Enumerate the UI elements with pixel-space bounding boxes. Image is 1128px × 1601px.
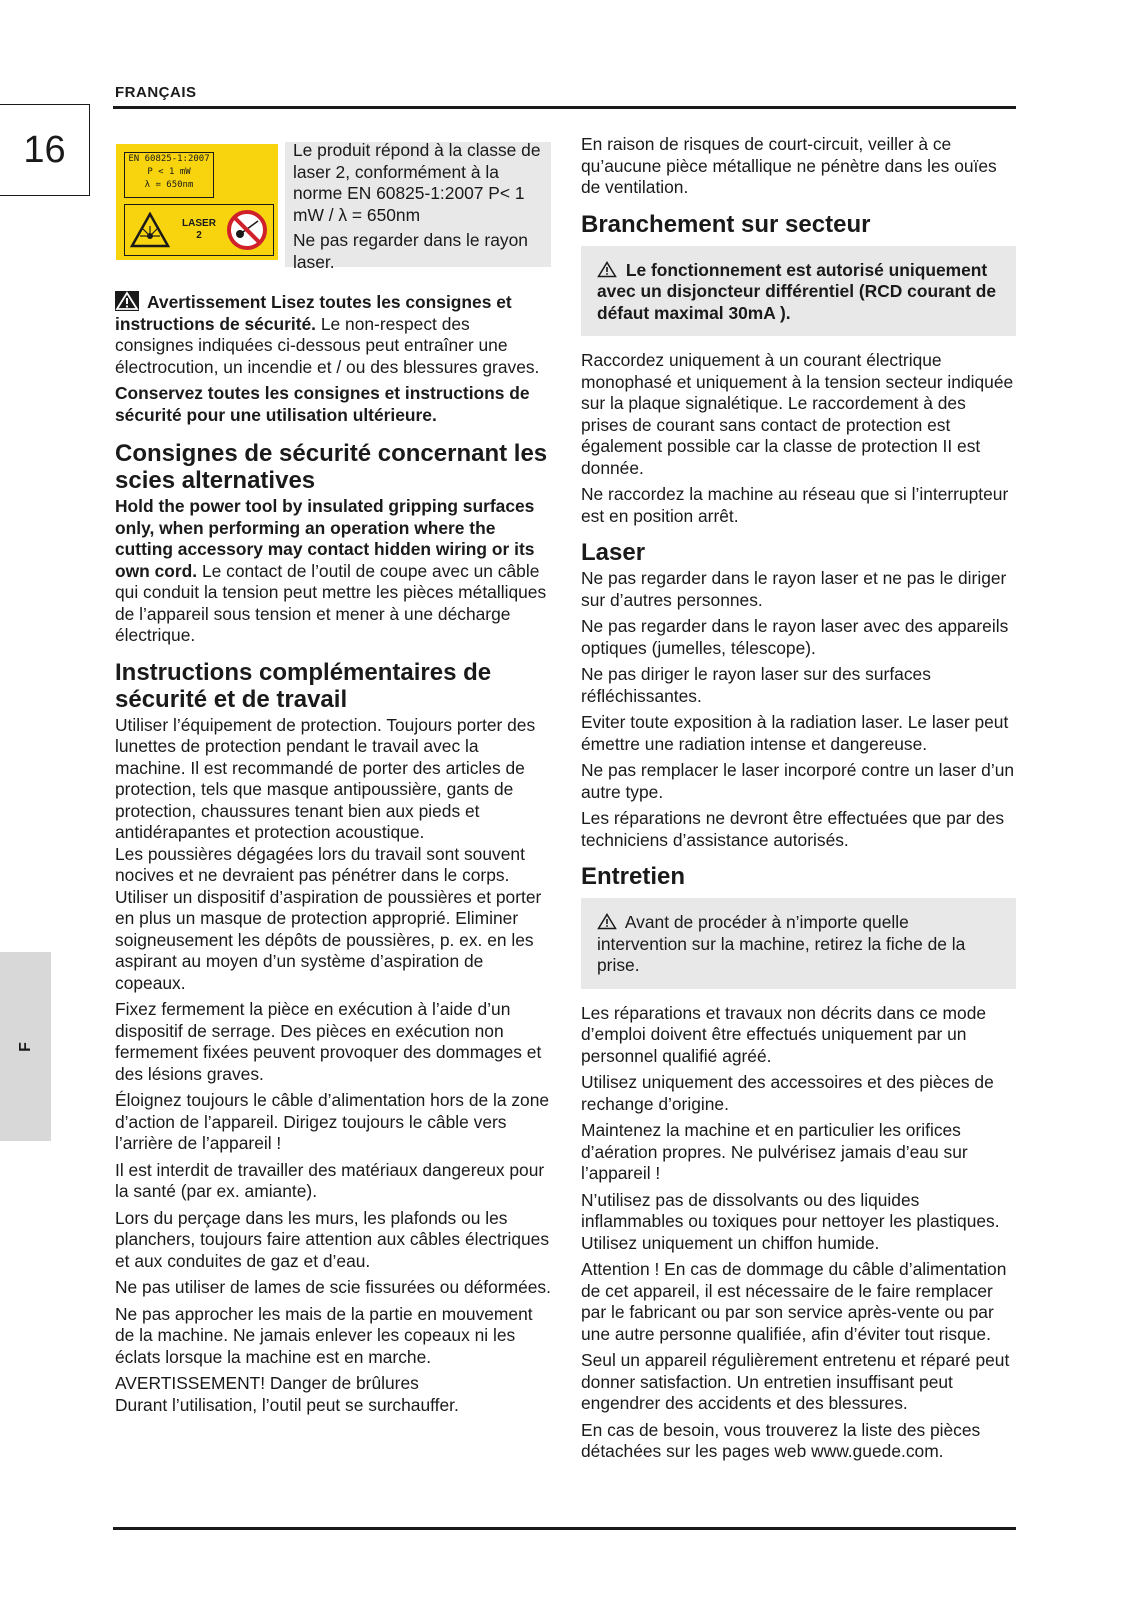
maintenance-notice	[581, 898, 1016, 989]
maintenance-paragraph-1: Les réparations et travaux non décrits dans ce mode d’emploi doivent être effectués uniquement par un personnel qualifié agréé.	[581, 1002, 987, 1066]
maintenance-paragraph-2: Utilisez uniquement des accessoires et des pièces de rechange d’origine.	[581, 1072, 994, 1114]
mains-notice	[581, 246, 1016, 337]
header-rule	[113, 106, 1016, 109]
saw-safety-text: Le contact de l’outil de coupe avec un câble qui conduit la tension peut mettre les pièces métalliques de l’appareil sous tension et mener à une décharge électrique.	[115, 560, 547, 645]
footer-rule	[113, 1527, 1016, 1530]
laser-symbol-box	[124, 204, 274, 256]
right-column	[581, 134, 1016, 1468]
laser-paragraph-4: Eviter toute exposition à la radiation laser. Le laser peut émettre une radiation intense et dangereuse.	[581, 712, 1009, 754]
general-warning-title: Avertissement Lisez toutes les consignes et instructions de sécurité.	[115, 292, 512, 334]
laser-warning-icon	[125, 205, 175, 255]
page-number: 16	[0, 104, 90, 196]
heading-mains: Branchement sur secteur	[581, 210, 871, 238]
laser-class-label	[116, 144, 278, 260]
saw-safety-bold: Hold the power tool by insulated gripping surfaces only, when performing an operation where the cutting accessory may contact hidden wiring or its own cord.	[115, 496, 535, 581]
side-tab-label: F	[16, 1041, 34, 1052]
extra-paragraph-3: Fixez fermement la pièce en exécution à l’aide d’un dispositif de serrage. Des pièces en exécution non fermement fixées peuvent provoquer des dommages et des lésions graves.	[115, 999, 542, 1084]
laser-spec-box	[124, 152, 214, 198]
left-column	[115, 134, 551, 1421]
laser-paragraph-2: Ne pas regarder dans le rayon laser avec des appareils optiques (jumelles, télescope).	[581, 616, 1009, 658]
warning-outline-icon	[597, 912, 625, 932]
laser-paragraph-6: Les réparations ne devront être effectuées que par des techniciens d’assistance autorisés.	[581, 808, 1005, 850]
extra-paragraph-7: Ne pas utiliser de lames de scie fissurées ou déformées.	[115, 1277, 551, 1297]
laser-word: LASER	[182, 218, 216, 229]
laser-info-box	[115, 134, 551, 275]
maintenance-paragraph-4: N’utilisez pas de dissolvants ou des liquides inflammables ou toxiques pour nettoyer les plastiques. Utilisez uniquement un chiffon humide.	[581, 1189, 1000, 1253]
general-warning	[115, 291, 551, 378]
keep-instructions	[115, 383, 551, 426]
laser-class-text: Le produit répond à la classe de laser 2, conformément à la norme EN 60825-1:2007 P< 1 mW / λ = 650nm	[293, 140, 541, 225]
burn-warning: AVERTISSEMENT! Danger de brûlures	[115, 1373, 419, 1393]
mains-paragraph-2: Ne raccordez la machine au réseau que si l’interrupteur est en position arrêt.	[581, 484, 1009, 526]
maintenance-notice-paragraph	[597, 912, 1000, 977]
laser-power: P < 1 mW	[147, 167, 191, 177]
extra-paragraph-8: Ne pas approcher les mais de la partie en mouvement de la machine. Ne jamais enlever les copeaux ni les éclats lorsque la machine est en marche.	[115, 1303, 533, 1367]
laser-class-number: 2	[196, 230, 202, 241]
mains-notice-paragraph	[597, 260, 1000, 325]
maintenance-paragraph-5: Attention ! En cas de dommage du câble d’alimentation de cet appareil, il est nécessaire de le faire remplacer par le fabricant ou par son service après-vente ou par une autre personne qualifiée, afin d’éviter tout risque.	[581, 1259, 1007, 1344]
warning-outline-icon	[597, 260, 626, 280]
laser-wavelength: λ = 650nm	[144, 180, 194, 190]
laser-paragraph-1: Ne pas regarder dans le rayon laser et ne pas le diriger sur d’autres personnes.	[581, 568, 1007, 610]
warning-icon	[115, 291, 139, 311]
heading-maintenance: Entretien	[581, 863, 686, 890]
extra-paragraph-2: Les poussières dégagées lors du travail sont souvent nocives et ne devraient pas pénétrer dans le corps. Utiliser un dispositif d’aspiration de poussières et porter en plus un masque de protection approprié. Eliminer soigneusement les dépôts de poussières, p. ex. en les aspirant au moyen d’un système d’aspiration de copeaux.	[115, 843, 542, 993]
mains-notice-text: Le fonctionnement est autorisé uniquement avec un disjoncteur différentiel (RCD courant de défaut maximal 30mA ).	[597, 259, 997, 323]
extra-paragraph-5: Il est interdit de travailler des matériaux dangereux pour la santé (par ex. amiante).	[115, 1159, 545, 1201]
maintenance-paragraph-3: Maintenez la machine et en particulier les orifices d’aération propres. Ne pulvérisez jamais d’eau sur l’appareil !	[581, 1120, 968, 1183]
mains-paragraph-1: Raccordez uniquement à un courant électrique monophasé et uniquement à la tension secteur indiquée sur la plaque signalétique. Le raccordement à des prises de courant sans contact de protection est également possible car la classe de protection II est donnée.	[581, 350, 1014, 478]
laser-norm: EN 60825-1:2007	[128, 154, 210, 164]
keep-instructions-text: Conservez toutes les consignes et instructions de sécurité pour une utilisation ultérieure.	[115, 383, 530, 425]
maintenance-notice-text: Avant de procéder à n’importe quelle intervention sur la machine, retirez la fiche de la prise.	[597, 912, 966, 975]
language-label: FRANÇAIS	[115, 84, 197, 101]
extra-paragraph-1: Utiliser l’équipement de protection. Toujours porter des lunettes de protection pendant le travail avec la machine. Il est recommandé de porter des articles de protection, tels que masque antipoussière, gants de protection, chaussures tenant bien aux pieds et antidérapantes et protection acoustique.	[115, 714, 536, 842]
extra-paragraph-6: Lors du perçage dans les murs, les plafonds ou les planchers, toujours faire attention aux câbles électriques et aux conduites de gaz et d’eau.	[115, 1207, 550, 1271]
overheat-text: Durant l’utilisation, l’outil peut se surchauffer.	[115, 1394, 459, 1415]
maintenance-paragraph-6: Seul un appareil régulièrement entretenu et réparé peut donner satisfaction. Un entretien insuffisant peut engendrer des accidents et des blessures.	[581, 1350, 1010, 1413]
laser-paragraph-5: Ne pas remplacer le laser incorporé contre un laser d’un autre type.	[581, 760, 1015, 802]
laser-paragraph-3: Ne pas diriger le rayon laser sur des surfaces réfléchissantes.	[581, 664, 931, 706]
heading-saw-safety: Consignes de sécurité concernant les scies alternatives	[115, 440, 548, 494]
maintenance-paragraph-7: En cas de besoin, vous trouverez la liste des pièces détachées sur les pages web www.guede.com.	[581, 1419, 981, 1461]
heading-extra-instructions: Instructions complémentaires de sécurité et de travail	[115, 658, 492, 713]
general-warning-text: Le non-respect des consignes indiquées ci-dessous peut entraîner une électrocution, un incendie et / ou des blessures graves.	[115, 313, 540, 377]
no-look-icon	[223, 205, 271, 255]
laser-class-word	[175, 218, 223, 242]
laser-info-text	[293, 140, 549, 277]
short-circuit-text: En raison de risques de court-circuit, veiller à ce qu’aucune pièce métallique ne pénètre dans les ouïes de ventilation.	[581, 134, 997, 197]
extra-paragraph-4: Éloignez toujours le câble d’alimentation hors de la zone d’action de l’appareil. Dirigez toujours le câble vers l’arrière de l’appareil !	[115, 1090, 550, 1153]
language-side-tab	[0, 952, 51, 1141]
heading-laser: Laser	[581, 539, 646, 566]
saw-safety-paragraph	[115, 496, 551, 647]
laser-no-look-text: Ne pas regarder dans le rayon laser.	[293, 230, 528, 272]
